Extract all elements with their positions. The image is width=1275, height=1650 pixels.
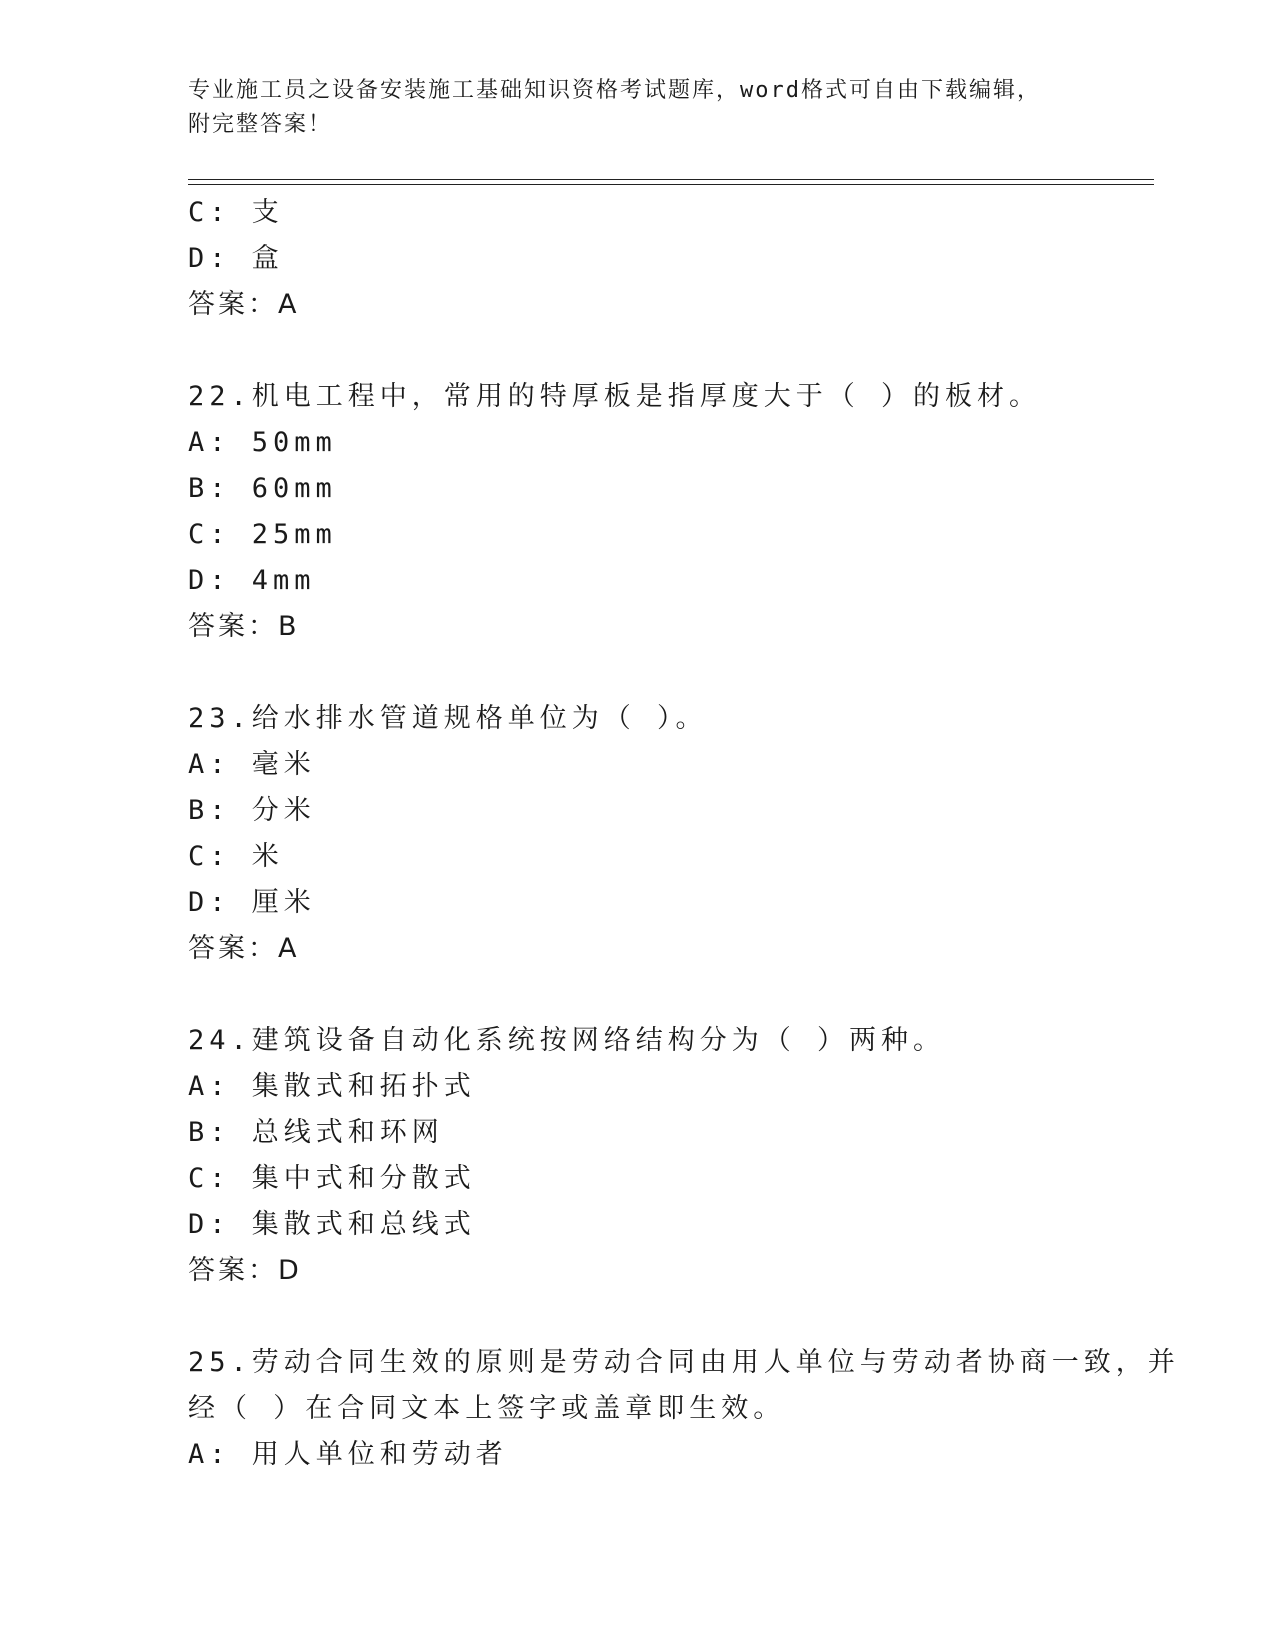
q24-answer: 答案：D xyxy=(188,1255,302,1286)
spacer xyxy=(188,972,1148,1018)
question-21 xyxy=(188,190,1148,328)
q25-option-a: A: 用人单位和劳动者 xyxy=(188,1439,508,1470)
q24-option-a: A: 集散式和拓扑式 xyxy=(188,1071,476,1102)
q24-option-b: B: 总线式和环网 xyxy=(188,1117,444,1148)
q24-option-c: C: 集中式和分散式 xyxy=(188,1163,476,1194)
q23-option-d: D: 厘米 xyxy=(188,887,316,918)
header-text-line-2: 附完整答案！ xyxy=(188,112,333,137)
spacer xyxy=(188,1294,1148,1340)
q22-option-b: B: 60mm xyxy=(188,473,337,504)
q24-option-d: D: 集散式和总线式 xyxy=(188,1209,476,1240)
q22-stem: 22.机电工程中，常用的特厚板是指厚度大于（ ）的板材。 xyxy=(188,381,1042,412)
document-header xyxy=(188,74,1088,142)
q25-stem-line-1: 25.劳动合同生效的原则是劳动合同由用人单位与劳动者协商一致，并 xyxy=(188,1347,1180,1378)
spacer xyxy=(188,328,1148,374)
q23-answer: 答案：A xyxy=(188,933,300,964)
header-divider-bottom xyxy=(188,184,1154,185)
q22-option-c: C: 25mm xyxy=(188,519,337,550)
q21-option-d: D: 盒 xyxy=(188,243,284,274)
q25-stem-line-2: 经（ ）在合同文本上签字或盖章即生效。 xyxy=(188,1393,786,1424)
q22-answer: 答案：B xyxy=(188,611,300,642)
q23-stem: 23.给水排水管道规格单位为（ ）。 xyxy=(188,703,708,734)
question-24 xyxy=(188,1018,1148,1294)
q23-option-c: C: 米 xyxy=(188,841,284,872)
q21-answer: 答案：A xyxy=(188,289,300,320)
question-list xyxy=(188,190,1180,1478)
header-text-line-1: 专业施工员之设备安装施工基础知识资格考试题库，word格式可自由下载编辑， xyxy=(188,78,1041,103)
question-22 xyxy=(188,374,1148,650)
q23-option-a: A: 毫米 xyxy=(188,749,316,780)
q22-option-d: D: 4mm xyxy=(188,565,316,596)
spacer xyxy=(188,650,1148,696)
q23-option-b: B: 分米 xyxy=(188,795,316,826)
question-25 xyxy=(188,1340,1180,1478)
q24-stem: 24.建筑设备自动化系统按网络结构分为（ ）两种。 xyxy=(188,1025,946,1056)
q21-option-c: C: 支 xyxy=(188,197,284,228)
header-divider-top xyxy=(188,179,1154,180)
q22-option-a: A: 50mm xyxy=(188,427,337,458)
question-23 xyxy=(188,696,1148,972)
